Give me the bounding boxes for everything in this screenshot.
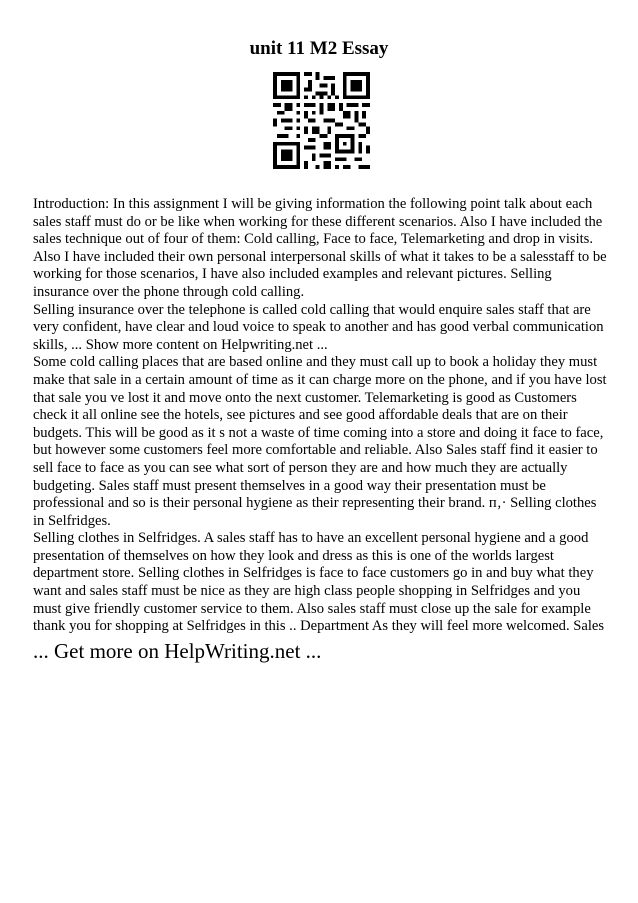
essay-body — [33, 196, 608, 636]
paragraph-selfridges: Selling clothes in Selfridges. A sales staff has to have an excellent personal hygiene and a good presentation of themselves on how they look and dress as this is one of the worlds largest department store. Selling clothes in Selfridges is face to face customers go in and buy what they want and sales staff must be nice as they are high class people shopping in Selfridges and you must give friendly customer service to them. Also sales staff must close up the sale for example thank you for shopping at Selfridges in this .. Department As they will feel more welcomed. Sales — [33, 530, 605, 635]
paragraph-introduction: Introduction: In this assignment I will be giving information the following point talk about each sales staff must do or be like when working for these different scenarios. Also I have included the sales technique out of four of them: Cold calling, Face to face, Telemarketing and drop in visits. Also I have included their own personal interpersonal skills of what it takes to be a salesstaff to be working for those scenarios, I have also included examples and relevant pictures. Selling insurance over the phone through cold calling. — [33, 196, 607, 300]
page-title: unit 11 M2 Essay — [249, 38, 389, 59]
get-more-link[interactable]: ... Get more on HelpWriting.net ... — [33, 639, 322, 663]
qr-code-icon — [273, 72, 370, 169]
paragraph-cold-calling: Selling insurance over the telephone is called cold calling that would enquire sales staff that are very confident, have clear and loud voice to speak to another and has good verbal communication skills, ... Show more content on Helpwriting.net ... — [33, 301, 604, 353]
paragraph-telemarketing: Some cold calling places that are based online and they must call up to book a holiday they must make that sale in a certain amount of time as it can charge more on the phone, and if you have lost that sale you ve lost it and move onto the next customer. Telemarketing is good as Customers check it all online see the hotels, see pictures and see good affordable deals that are on their budgets. This will be good as it s not a waste of time coming into a store and doing it face to face, but however some customers feel more comfortable and reliable. Also Sales staff find it easier to sell face to face as you can see what sort of person they are and how much they are actually budgeting. Sales staff must present themselves in a good way their presentation must be professional and so is their personal hygiene as their representing their brand. п‚· Selling clothes in Selfridges. — [33, 354, 607, 529]
